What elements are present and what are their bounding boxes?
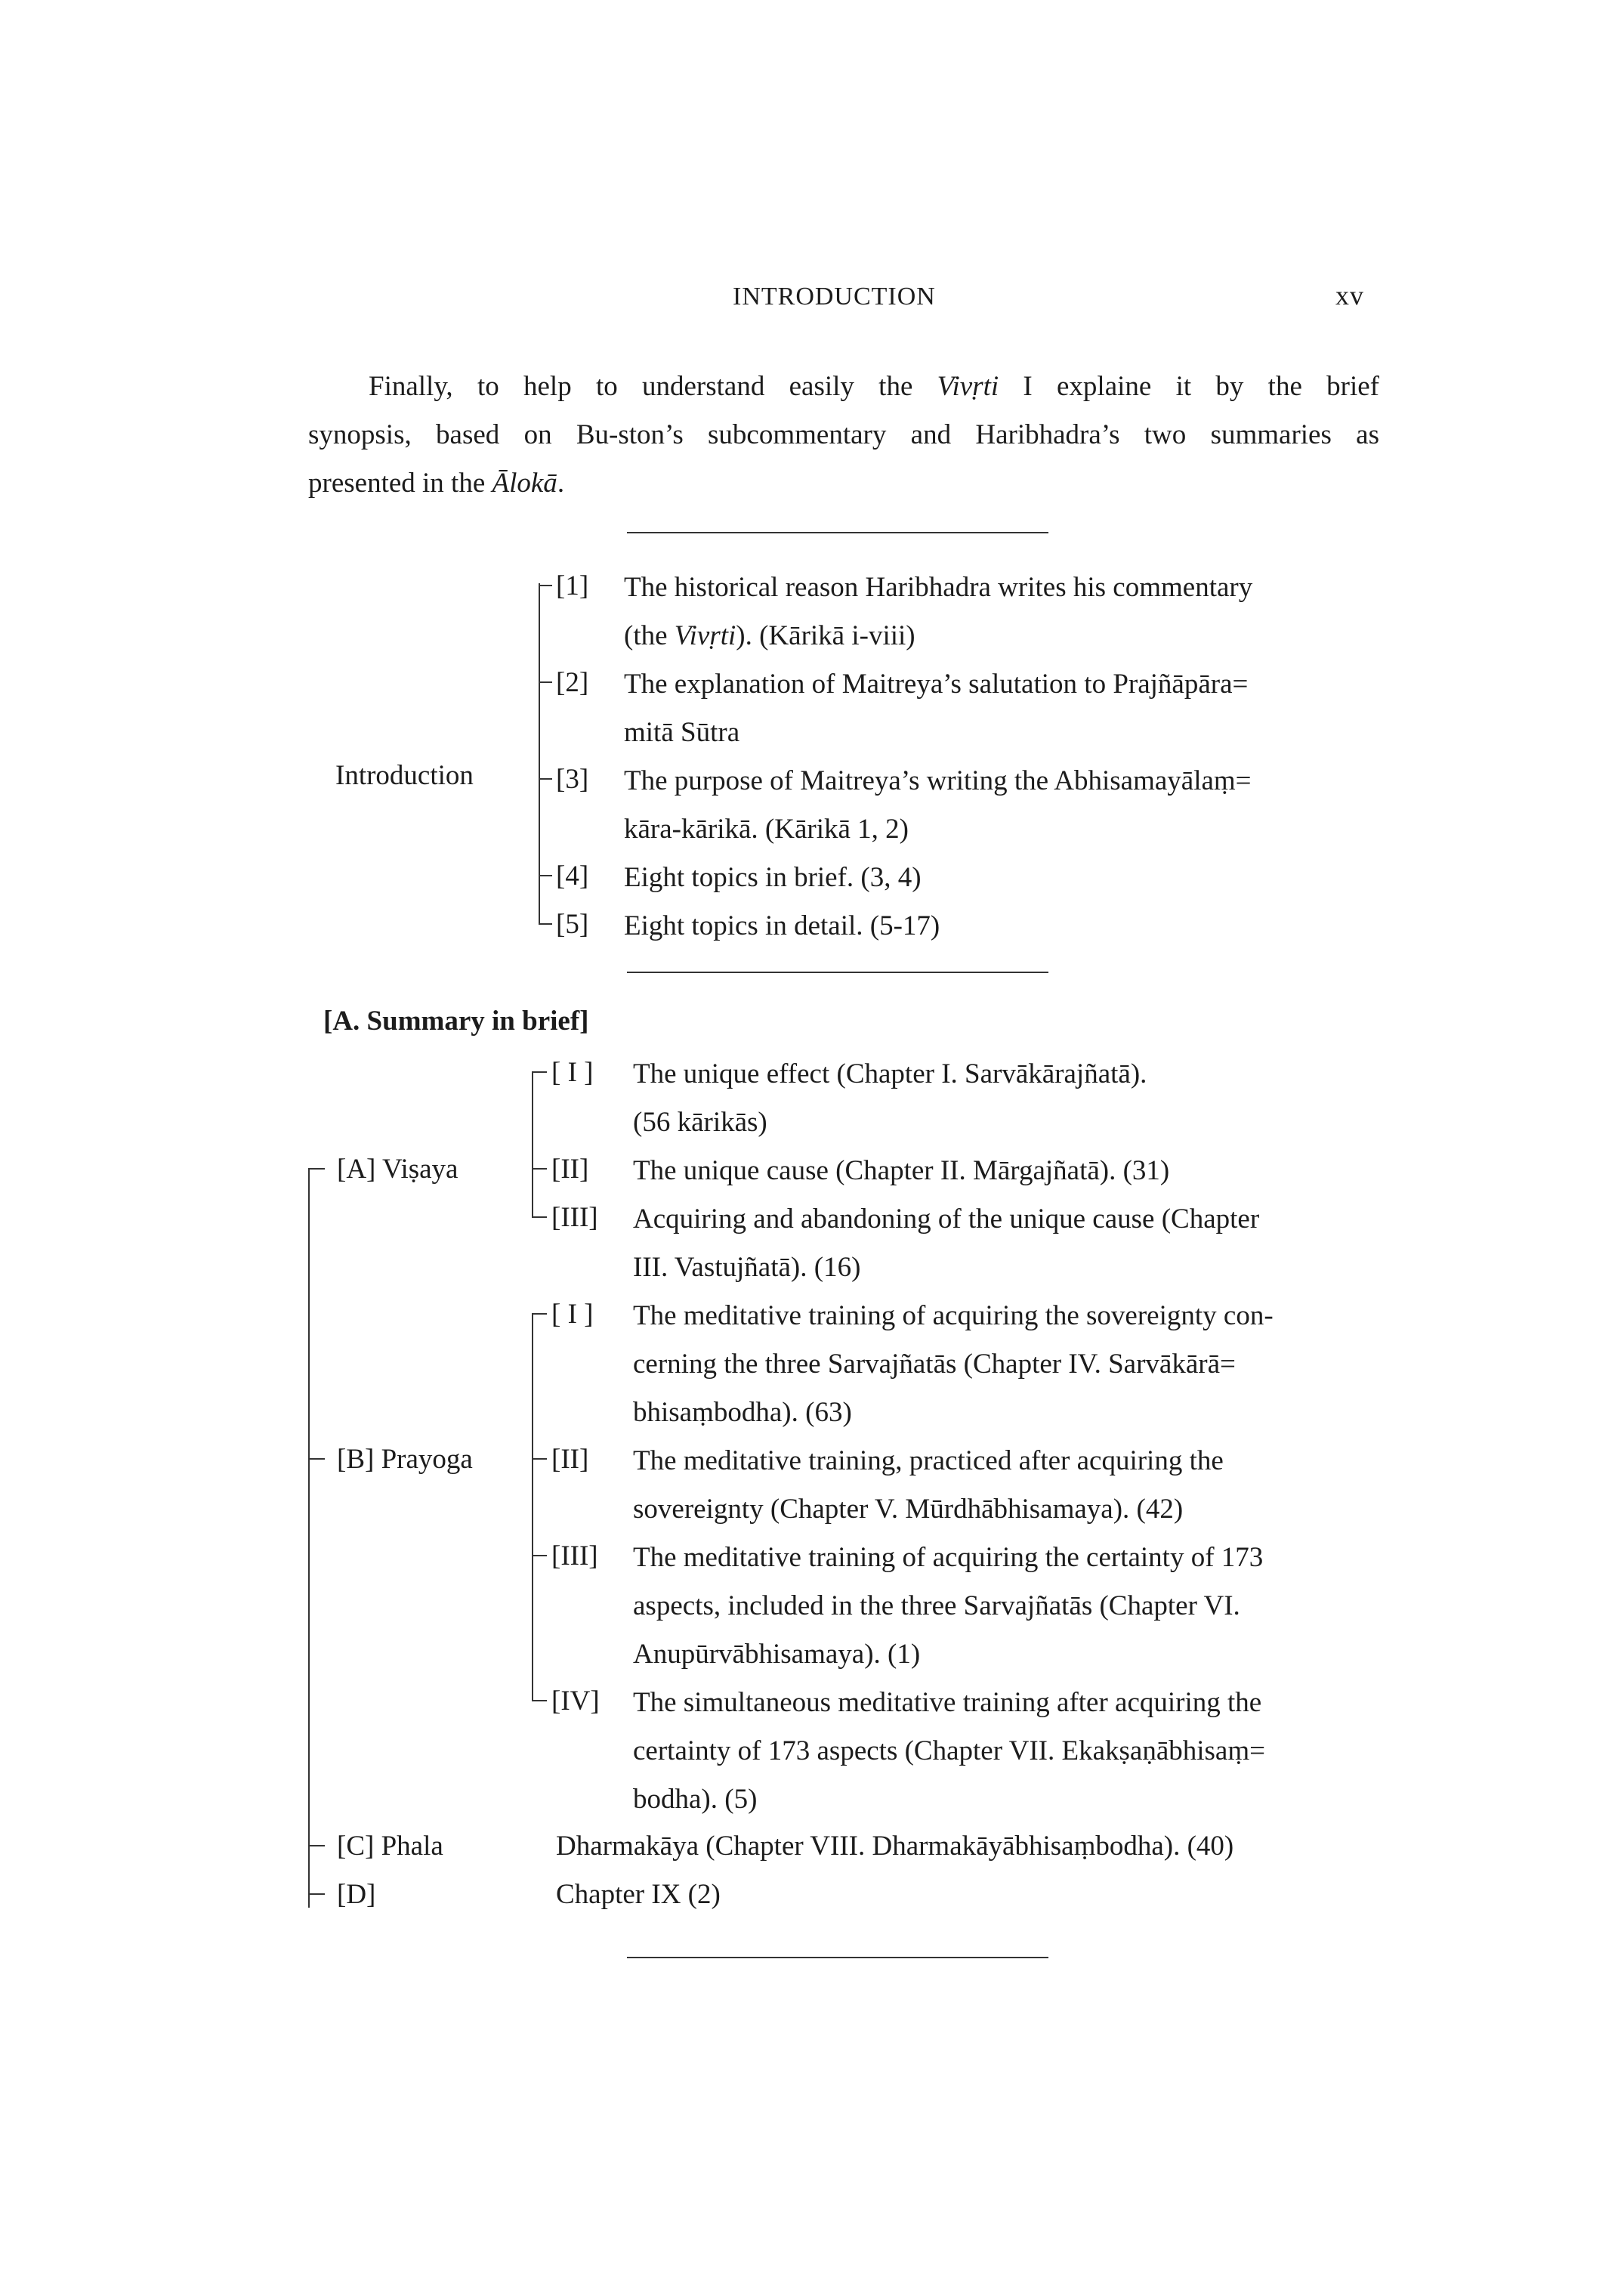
- introduction-item-number: [2]: [556, 667, 589, 698]
- summary-item-number: [III]: [551, 1202, 598, 1233]
- item-line: aspects, included in the three Sarvajñatās (Chapter VI.: [633, 1590, 1240, 1621]
- summary-item-text: [633, 1195, 1358, 1292]
- summary-item-text: [633, 1050, 1358, 1147]
- separator-rule-1: [627, 532, 1048, 533]
- summary-title: [A. Summary in brief]: [323, 1006, 589, 1037]
- separator-rule-3: [627, 1957, 1048, 1958]
- item-line: The purpose of Maitreya’s writing the Abhisamayālaṃ=: [624, 765, 1252, 796]
- summary-group-bracket: [532, 1313, 533, 1700]
- introduction-item-text: [624, 564, 1252, 660]
- summary-item-number: [III]: [551, 1540, 598, 1571]
- introduction-item-number: [1]: [556, 570, 589, 601]
- item-line: Acquiring and abandoning of the unique cause (Chapter: [633, 1204, 1260, 1235]
- introduction-bracket: [539, 583, 540, 923]
- intro-line-1: Finally, to help to understand easily the Vivṛti I explaine it by the brief: [369, 371, 1379, 402]
- summary-main-bracket-tick: [308, 1458, 325, 1460]
- item-line: (the Vivṛti). (Kārikā i-viii): [624, 620, 915, 651]
- introduction-item-number: [5]: [556, 909, 589, 940]
- summary-item-text: [633, 1147, 1358, 1195]
- item-line: III. Vastujñatā). (16): [633, 1252, 861, 1283]
- introduction-item-text: [624, 902, 940, 950]
- summary-item-text: [633, 1534, 1358, 1679]
- summary-group-label: [B] Prayoga: [337, 1444, 473, 1475]
- summary-group-bracket-tick: [532, 1555, 547, 1556]
- introduction-label: Introduction: [335, 760, 474, 791]
- summary-item-text: [633, 1292, 1358, 1437]
- item-line: bhisaṃbodha). (63): [633, 1397, 852, 1428]
- item-line: certainty of 173 aspects (Chapter VII. Ekakṣaṇābhisaṃ=: [633, 1735, 1265, 1766]
- summary-group-bracket-tick: [532, 1071, 547, 1073]
- summary-item-number: [ I ]: [551, 1057, 594, 1088]
- summary-group-bracket: [532, 1071, 533, 1216]
- introduction-bracket-tick: [539, 875, 552, 876]
- summary-main-bracket: [308, 1170, 310, 1908]
- introduction-bracket-tick: [539, 778, 552, 780]
- introduction-bracket-tick: [539, 923, 552, 925]
- item-line: mitā Sūtra: [624, 717, 740, 748]
- summary-item-number: [ I ]: [551, 1299, 594, 1330]
- intro-paragraph: [308, 363, 1379, 508]
- summary-group-text: Chapter IX (2): [556, 1879, 721, 1910]
- summary-group-bracket-tick: [532, 1216, 547, 1218]
- item-line: The unique effect (Chapter I. Sarvākārajñatā).: [633, 1058, 1147, 1089]
- summary-group-bracket-tick: [532, 1458, 547, 1460]
- item-line: The meditative training, practiced after acquiring the: [633, 1445, 1224, 1476]
- summary-group-text: Dharmakāya (Chapter VIII. Dharmakāyābhisaṃbodha). (40): [556, 1831, 1234, 1862]
- summary-group-label: [C] Phala: [337, 1831, 443, 1862]
- introduction-bracket-tick: [539, 585, 552, 586]
- introduction-item-text: [624, 660, 1248, 757]
- item-line: The meditative training of acquiring the certainty of 173: [633, 1542, 1264, 1573]
- intro-line-3: presented in the Ālokā.: [308, 468, 565, 499]
- item-line: The simultaneous meditative training after acquiring the: [633, 1687, 1262, 1718]
- introduction-bracket-tick: [539, 681, 552, 683]
- summary-item-number: [II]: [551, 1154, 589, 1185]
- summary-main-bracket-tick: [308, 1893, 325, 1895]
- summary-group-bracket-tick: [532, 1313, 547, 1315]
- introduction-item-text: [624, 854, 922, 902]
- item-line: Anupūrvābhisamaya). (1): [633, 1639, 921, 1670]
- page-number: xv: [1335, 280, 1364, 311]
- summary-group-bracket-tick: [532, 1700, 547, 1701]
- introduction-item-number: [4]: [556, 861, 589, 892]
- item-line: The unique cause (Chapter II. Mārgajñatā). (31): [633, 1155, 1170, 1186]
- summary-main-bracket-tick: [308, 1845, 325, 1846]
- item-line: The meditative training of acquiring the sovereignty con-: [633, 1300, 1274, 1331]
- item-line: (56 kārikās): [633, 1107, 767, 1138]
- item-line: bodha). (5): [633, 1784, 758, 1815]
- summary-group-bracket-tick: [532, 1168, 547, 1170]
- item-line: cerning the three Sarvajñatās (Chapter IV. Sarvākārā=: [633, 1349, 1236, 1380]
- item-line: The explanation of Maitreya’s salutation to Prajñāpāra=: [624, 669, 1249, 700]
- item-line: Eight topics in brief. (3, 4): [624, 862, 922, 893]
- summary-main-bracket-tick: [308, 1168, 325, 1170]
- summary-item-number: [II]: [551, 1444, 589, 1475]
- summary-item-text: [633, 1679, 1358, 1824]
- item-line: Eight topics in detail. (5-17): [624, 910, 940, 941]
- summary-group-label: [A] Viṣaya: [337, 1154, 458, 1185]
- item-line: sovereignty (Chapter V. Mūrdhābhisamaya). (42): [633, 1494, 1184, 1525]
- item-line: kāra-kārikā. (Kārikā 1, 2): [624, 814, 909, 845]
- running-header: INTRODUCTION: [733, 283, 936, 311]
- separator-rule-2: [627, 972, 1048, 973]
- introduction-item-text: [624, 757, 1252, 854]
- introduction-item-number: [3]: [556, 764, 589, 795]
- intro-line-2: synopsis, based on Bu-ston’s subcommentary and Haribhadra’s two summaries as: [308, 419, 1379, 450]
- summary-group-label: [D]: [337, 1879, 376, 1910]
- summary-item-text: [633, 1437, 1358, 1534]
- summary-item-number: [IV]: [551, 1686, 600, 1717]
- item-line: The historical reason Haribhadra writes his commentary: [624, 572, 1253, 603]
